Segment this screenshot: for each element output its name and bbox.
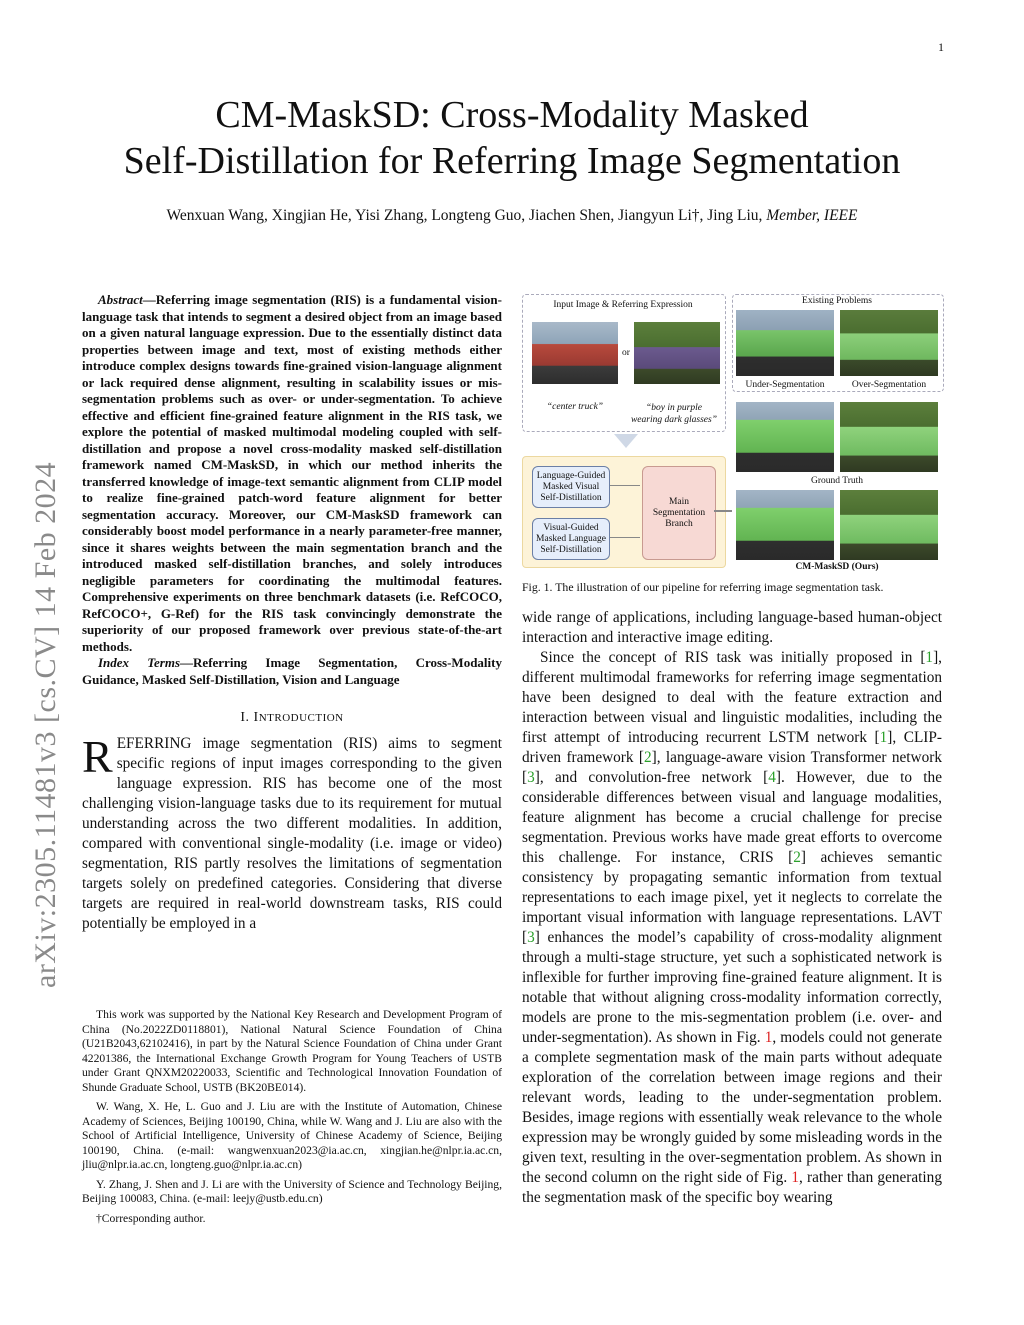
right-column	[522, 292, 942, 595]
text-span: ], different multimodal frameworks for referring image segmentation have been designed to deal with the feature extraction and interaction between visual and linguistic modalities, including the first attempt of introducing recurrent LSTM network [	[522, 649, 942, 746]
right-paragraph-1: wide range of applications, including language-based human-object interaction and interactive image editing.	[522, 609, 942, 646]
citation-link[interactable]: 3	[527, 929, 535, 946]
authors-membership: Member, IEEE	[766, 207, 858, 224]
expr-2-line-2: wearing dark glasses”	[630, 415, 718, 425]
citation-link[interactable]: 4	[768, 769, 776, 786]
intro-text: EFERRING image segmentation (RIS) aims to segment specific regions of input images corresponding to the given language expression. RIS has become one of the most challenging vision-language tasks due to its requirement for mutual understanding across the two different modalities. In addition, compared with conventional single-modality (i.e. image or video) segmentation, RIS partly resolves the limitations of segmentation targets solely on predefined categories. Considering that diverse targets are required in real-world downstream tasks, RIS could potentially be employed in a	[82, 735, 502, 932]
figure-caption: Fig. 1. The illustration of our pipeline for referring image segmentation task.	[522, 580, 884, 594]
authors-names: Wenxuan Wang, Xingjian He, Yisi Zhang, Longteng Guo, Jiachen Shen, Jiangyun Li†, Jing Liu,	[166, 207, 763, 224]
abstract-label: Abstract	[98, 292, 143, 307]
footnote-affil-1: W. Wang, X. He, L. Guo and J. Liu are with the Institute of Automation, Chinese Academy of Sciences, Beijing 100190, China, while W. Wang and J. Liu are also with the School of Artificial Intelligence, University of Chinese Academy of Science, Beijing 100190, China. (e-mail: wangwenxuan2023@ia.ac.cn, xingjian.he@nlpr.ia.ac.cn, jliu@nlpr.ia.ac.cn, longteng.guo@nlpr.ia.ac.cn)	[82, 1100, 502, 1171]
intro-paragraph	[82, 731, 502, 934]
boys-image	[634, 322, 720, 384]
expr-2-line-1: “boy in purple	[646, 403, 702, 413]
box-main-branch: Main Segmentation Branch	[642, 466, 716, 560]
footnote-affil-2: Y. Zhang, J. Shen and J. Li are with the University of Science and Technology Beijing, Beijing 100083, China. (e-mail: leejy@ustb.edu.cn)	[82, 1177, 502, 1205]
text-span: ] achieves semantic consistency by propagating semantic information from textual representations to each image pixel, yet it neglects to correlate the important visual information with language representations. LAVT [	[522, 849, 942, 946]
ours-truck-image	[736, 490, 834, 560]
abstract-text: —Referring image segmentation (RIS) is a fundamental vision-language task that intends to segment a desired object from an image based on a given natural language expression. Due to the essentially distinct data properties between image and text, most of existing methods either introduce complex designs towards fine-grained vision-language alignment or lack required dense alignment, resulting in scalability issues or mis-segmentation problems such as over- or under-segmentation. To achieve effective and efficient fine-grained feature alignment in the RIS task, we explore the potential of masked multimodal modeling coupled with self-distillation and propose a novel cross-modality masked self-distillation framework named CM-MaskSD, in which our method inherits the transferred knowledge of image-text semantic alignment from CLIP model to realize fine-grained patch-word feature alignment for better segmentation accuracy. Moreover, our CM-MaskSD framework can considerably boost model performance in a nearly parameter-free manner, since it shares weights between the main segmentation branch and the introduced masked self-distillation branches, and solely introduces negligible parameters for coordinating the multimodal features. Comprehensive experiments on three benchmark datasets (i.e. RefCOCO, RefCOCO+, G-Ref) for the RIS task convincingly demonstrate the superiority of our proposed framework over previous state-of-the-art methods.	[82, 292, 502, 654]
citation-link[interactable]: 1	[879, 729, 888, 746]
text-span: , rather than generating the segmentation mask of the specific boy wearing	[522, 1169, 942, 1206]
arxiv-watermark: arXiv:2305.11481v3 [cs.CV] 14 Feb 2024	[29, 461, 62, 988]
text-span: , models could not generate a complete segmentation mask of the main parts without adequate exploration of the correlation between image regions and their relevant words, leading to the under-segmentation problem. Besides, image regions with essentially weak relevance to the whole expression may be wrongly guided by some misleading words in the given text, resulting in the over-segmentation problem. As shown in the second column on the right side of Fig.	[522, 1029, 942, 1186]
connector-top	[610, 485, 640, 486]
abstract	[82, 292, 502, 688]
title-line-2: Self-Distillation for Referring Image Segmentation	[123, 140, 901, 182]
citation-link[interactable]: 2	[793, 849, 801, 866]
down-arrow-icon	[614, 434, 638, 448]
text-span: ]. However, due to the considerable differences between visual and language modalities, feature alignment has become a crucial challenge for precise segmentation. Previous works have made great efforts to overcome this challenge. For instance, CRIS [	[522, 769, 942, 866]
citation-link[interactable]: 2	[644, 749, 652, 766]
text-span: Since the concept of RIS task was initially proposed in [	[540, 649, 926, 666]
text-span: ] enhances the model’s capability of cross-modality alignment through a multi-stage structure, yet such a sophisticated network is inflexible for further improving fine-grained feature alignment. It is notable that without aligning cross-modality information correctly, models are prone to the mis-segmentation problem (i.e. over- and under-segmentation). As shown in Fig.	[522, 929, 942, 1046]
figure-1	[522, 292, 944, 574]
section-title-rest: NTRODUCTION	[258, 712, 344, 724]
text-span: ], language-aware vision Transformer network [	[522, 749, 942, 786]
right-body-text	[522, 608, 942, 1208]
text-span: ], and convolution-free network [	[534, 769, 769, 786]
index-terms	[82, 655, 502, 688]
ours-label: CM-MaskSD (Ours)	[795, 562, 879, 572]
right-paragraph-2	[522, 648, 942, 1208]
under-seg-label: Under-Segmentation	[745, 380, 825, 390]
over-seg-label: Over-Segmentation	[851, 380, 927, 390]
drop-cap: R	[82, 731, 113, 782]
page-number: 1	[938, 40, 944, 54]
truck-image	[532, 322, 618, 384]
box-language-guided: Language-Guided Masked Visual Self-Distillation	[532, 466, 610, 508]
author-list	[60, 207, 964, 225]
input-label: Input Image & Referring Expression	[553, 300, 693, 310]
gt-truck-image	[736, 402, 834, 472]
or-label: or	[622, 348, 630, 358]
section-title-first: I	[253, 710, 259, 725]
expr-1: “center truck”	[546, 402, 604, 412]
ours-boy-image	[840, 490, 938, 560]
gt-boy-image	[840, 402, 938, 472]
citation-link[interactable]: 3	[527, 769, 535, 786]
connector-bottom	[610, 537, 640, 538]
connector-out	[714, 510, 732, 512]
footnote-funding: This work was supported by the National Key Research and Development Program of China (No.2022ZD0118801), National Natural Science Foundation of China (U21B2043,62102416), in part by the Natural Science Foundation of China under Grant 42201386, the International Exchange Growth Program for Young Teachers of USTB under Grant QNXM20220033, Scientific and Technological Innovation Foundation of Shunde Graduate School, USTB (BK20BE014).	[82, 1008, 502, 1094]
title-line-1: CM-MaskSD: Cross-Modality Masked	[215, 94, 809, 136]
footnotes	[82, 1008, 502, 1231]
section-heading	[82, 710, 502, 726]
ground-truth-label: Ground Truth	[811, 476, 863, 486]
expr-2	[626, 402, 722, 426]
problems-label: Existing Problems	[802, 296, 872, 306]
over-seg-image	[840, 310, 938, 376]
figure-link[interactable]: 1	[764, 1029, 773, 1046]
section-number: I.	[240, 710, 250, 725]
footnote-corresponding: †Corresponding author.	[96, 1211, 206, 1225]
index-terms-label: Index Terms	[98, 655, 181, 670]
left-column	[82, 292, 502, 934]
index-terms-text: —Referring Image Segmentation, Cross-Modality Guidance, Masked Self-Distillation, Vision and Language	[82, 655, 502, 687]
under-seg-image	[736, 310, 834, 376]
text-span: ], CLIP-driven framework [	[522, 729, 942, 766]
box-visual-guided: Visual-Guided Masked Language Self-Distillation	[532, 518, 610, 560]
paper-title	[60, 92, 964, 184]
citation-link[interactable]: 1	[925, 649, 934, 666]
figure-link[interactable]: 1	[791, 1169, 799, 1186]
